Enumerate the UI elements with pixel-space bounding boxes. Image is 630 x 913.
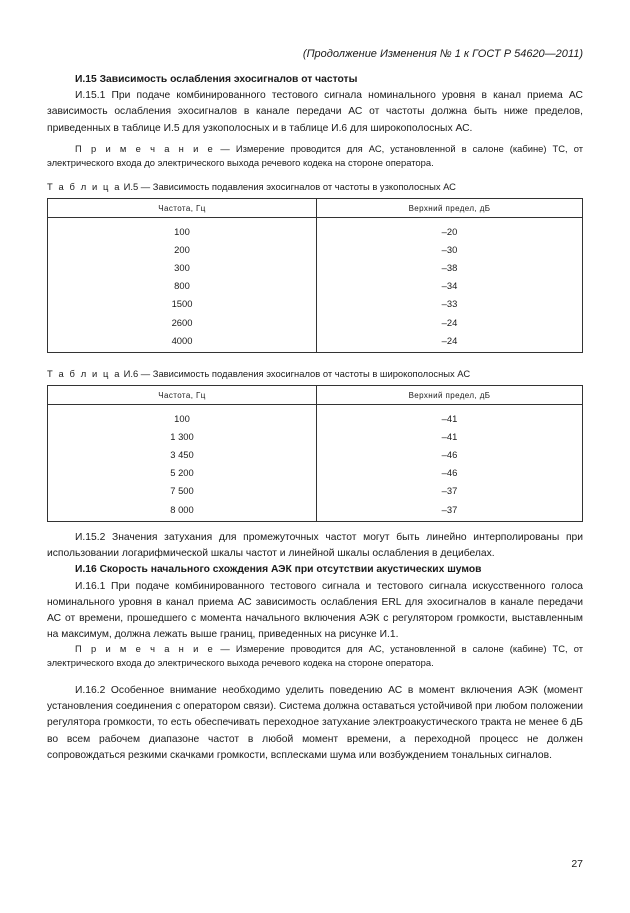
table-cell: 200: [48, 240, 317, 258]
table-6-caption-text: И.6 — Зависимость подавления эхосигналов от частоты в широкополосных АС: [121, 368, 471, 379]
table-6: [47, 385, 583, 522]
section-16-paragraph-1: И.16.1 При подаче комбинированного тестового сигнала и тестового сигнала искусственного голоса номинального уровня в канал приема АС зависимость ослабления ERL для эхосигналов в канале передачи АС от времени, прошедшего с момента начального включения АЭК с регулятором громкости, выставленным на максимум, должна лежать выше границ, приведенных на рисунке И.1.: [47, 580, 583, 641]
table-5: [47, 198, 583, 353]
table-cell: 2600: [48, 313, 317, 331]
section-15-paragraph-2: И.15.2 Значения затухания для промежуточных частот могут быть линейно интерполированы при использовании логарифмической шкалы частот и линейной шкалы ослабления в децибелах.: [47, 532, 583, 560]
table-cell: –41: [317, 405, 583, 428]
section-15-note: [47, 142, 583, 170]
table-row: [48, 295, 583, 313]
table-row: [48, 445, 583, 463]
table-cell: 4000: [48, 331, 317, 353]
table-row: [48, 240, 583, 258]
table-5-caption-text: И.5 — Зависимость подавления эхосигналов от частоты в узкополосных АС: [121, 181, 456, 192]
table-6-caption: [47, 368, 470, 379]
table-row: [48, 405, 583, 428]
table-cell: –46: [317, 445, 583, 463]
note-text: — Измерение проводится для АС, установленной в салоне (кабине) ТС, от электрического входа до электрического выхода речевого кодека на стороне оператора.: [47, 643, 584, 668]
continuation-header: (Продолжение Изменения № 1 к ГОСТ Р 54620—2011): [302, 48, 583, 60]
table-cell: 1500: [48, 295, 317, 313]
note-label: П р и м е ч а н и е: [75, 143, 215, 154]
table-row: [48, 277, 583, 295]
table-row: [48, 218, 583, 241]
table-cell: –30: [317, 240, 583, 258]
table-cell: 5 200: [48, 464, 317, 482]
table-cell: –24: [317, 331, 583, 353]
table-row: [48, 500, 583, 522]
section-15-paragraph-1: И.15.1 При подаче комбинированного тестового сигнала номинального уровня в канал приема АС зависимость ослабления эхосигналов в канале передачи АС от частоты должна быть ниже пределов, приведенных в таблице И.5 для узкополосных и в таблице И.6 для широкополосных АС.: [47, 90, 583, 134]
table-cell: –38: [317, 258, 583, 276]
note-text: — Измерение проводится для АС, установленной в салоне (кабине) ТС, от электрического входа до электрического выхода речевого кодека на стороне оператора.: [47, 143, 584, 168]
section-15: [47, 72, 583, 137]
table-cell: –37: [317, 482, 583, 500]
table-cell: 800: [48, 277, 317, 295]
table-cell: 100: [48, 405, 317, 428]
table-cell: –37: [317, 500, 583, 522]
table-6-label: Т а б л и ц а: [47, 368, 122, 379]
section-15-heading: И.15 Зависимость ослабления эхосигналов от частоты: [75, 74, 358, 85]
table-cell: –33: [317, 295, 583, 313]
section-16-heading: И.16 Скорость начального схождения АЭК при отсутствии акустических шумов: [75, 564, 482, 576]
section-16-paragraph-2: И.16.2 Особенное внимание необходимо уделить поведению АС в момент включения АЭК (момент установления соединения с оператором связи). Система должна оставаться устойчивой при любом положении регулятора громкости, то есть обеспечивать переходное затухание электроакустического тракта не менее 6 дБ во всем рабочем диапазоне частот в любой момент времени, а переходной процесс не должен сопровождаться резкими скачками громкости, всплесками шума или возбуждением тональных сигналов.: [47, 685, 583, 761]
table-cell: –41: [317, 427, 583, 445]
table-cell: –24: [317, 313, 583, 331]
table-6-header-limit: Верхний предел, дБ: [317, 386, 583, 405]
section-16-note: [47, 642, 583, 670]
table-cell: –20: [317, 218, 583, 241]
table-cell: –34: [317, 277, 583, 295]
table-row: [48, 313, 583, 331]
table-5-caption: [47, 181, 456, 192]
table-cell: 3 450: [48, 445, 317, 463]
table-5-label: Т а б л и ц а: [47, 181, 122, 192]
table-row: [48, 331, 583, 353]
table-cell: 7 500: [48, 482, 317, 500]
section-16: [47, 530, 583, 643]
table-row: [48, 464, 583, 482]
table-cell: 300: [48, 258, 317, 276]
table-row: [48, 482, 583, 500]
table-cell: 100: [48, 218, 317, 241]
table-cell: 8 000: [48, 500, 317, 522]
note-label: П р и м е ч а н и е: [75, 643, 215, 654]
table-row: [48, 427, 583, 445]
section-16-paragraph-2-block: [47, 683, 583, 764]
table-5-header-frequency: Частота, Гц: [48, 199, 317, 218]
table-cell: 1 300: [48, 427, 317, 445]
table-5-header-limit: Верхний предел, дБ: [317, 199, 583, 218]
table-cell: –46: [317, 464, 583, 482]
table-row: [48, 258, 583, 276]
page-number: 27: [571, 858, 583, 870]
table-6-header-frequency: Частота, Гц: [48, 386, 317, 405]
